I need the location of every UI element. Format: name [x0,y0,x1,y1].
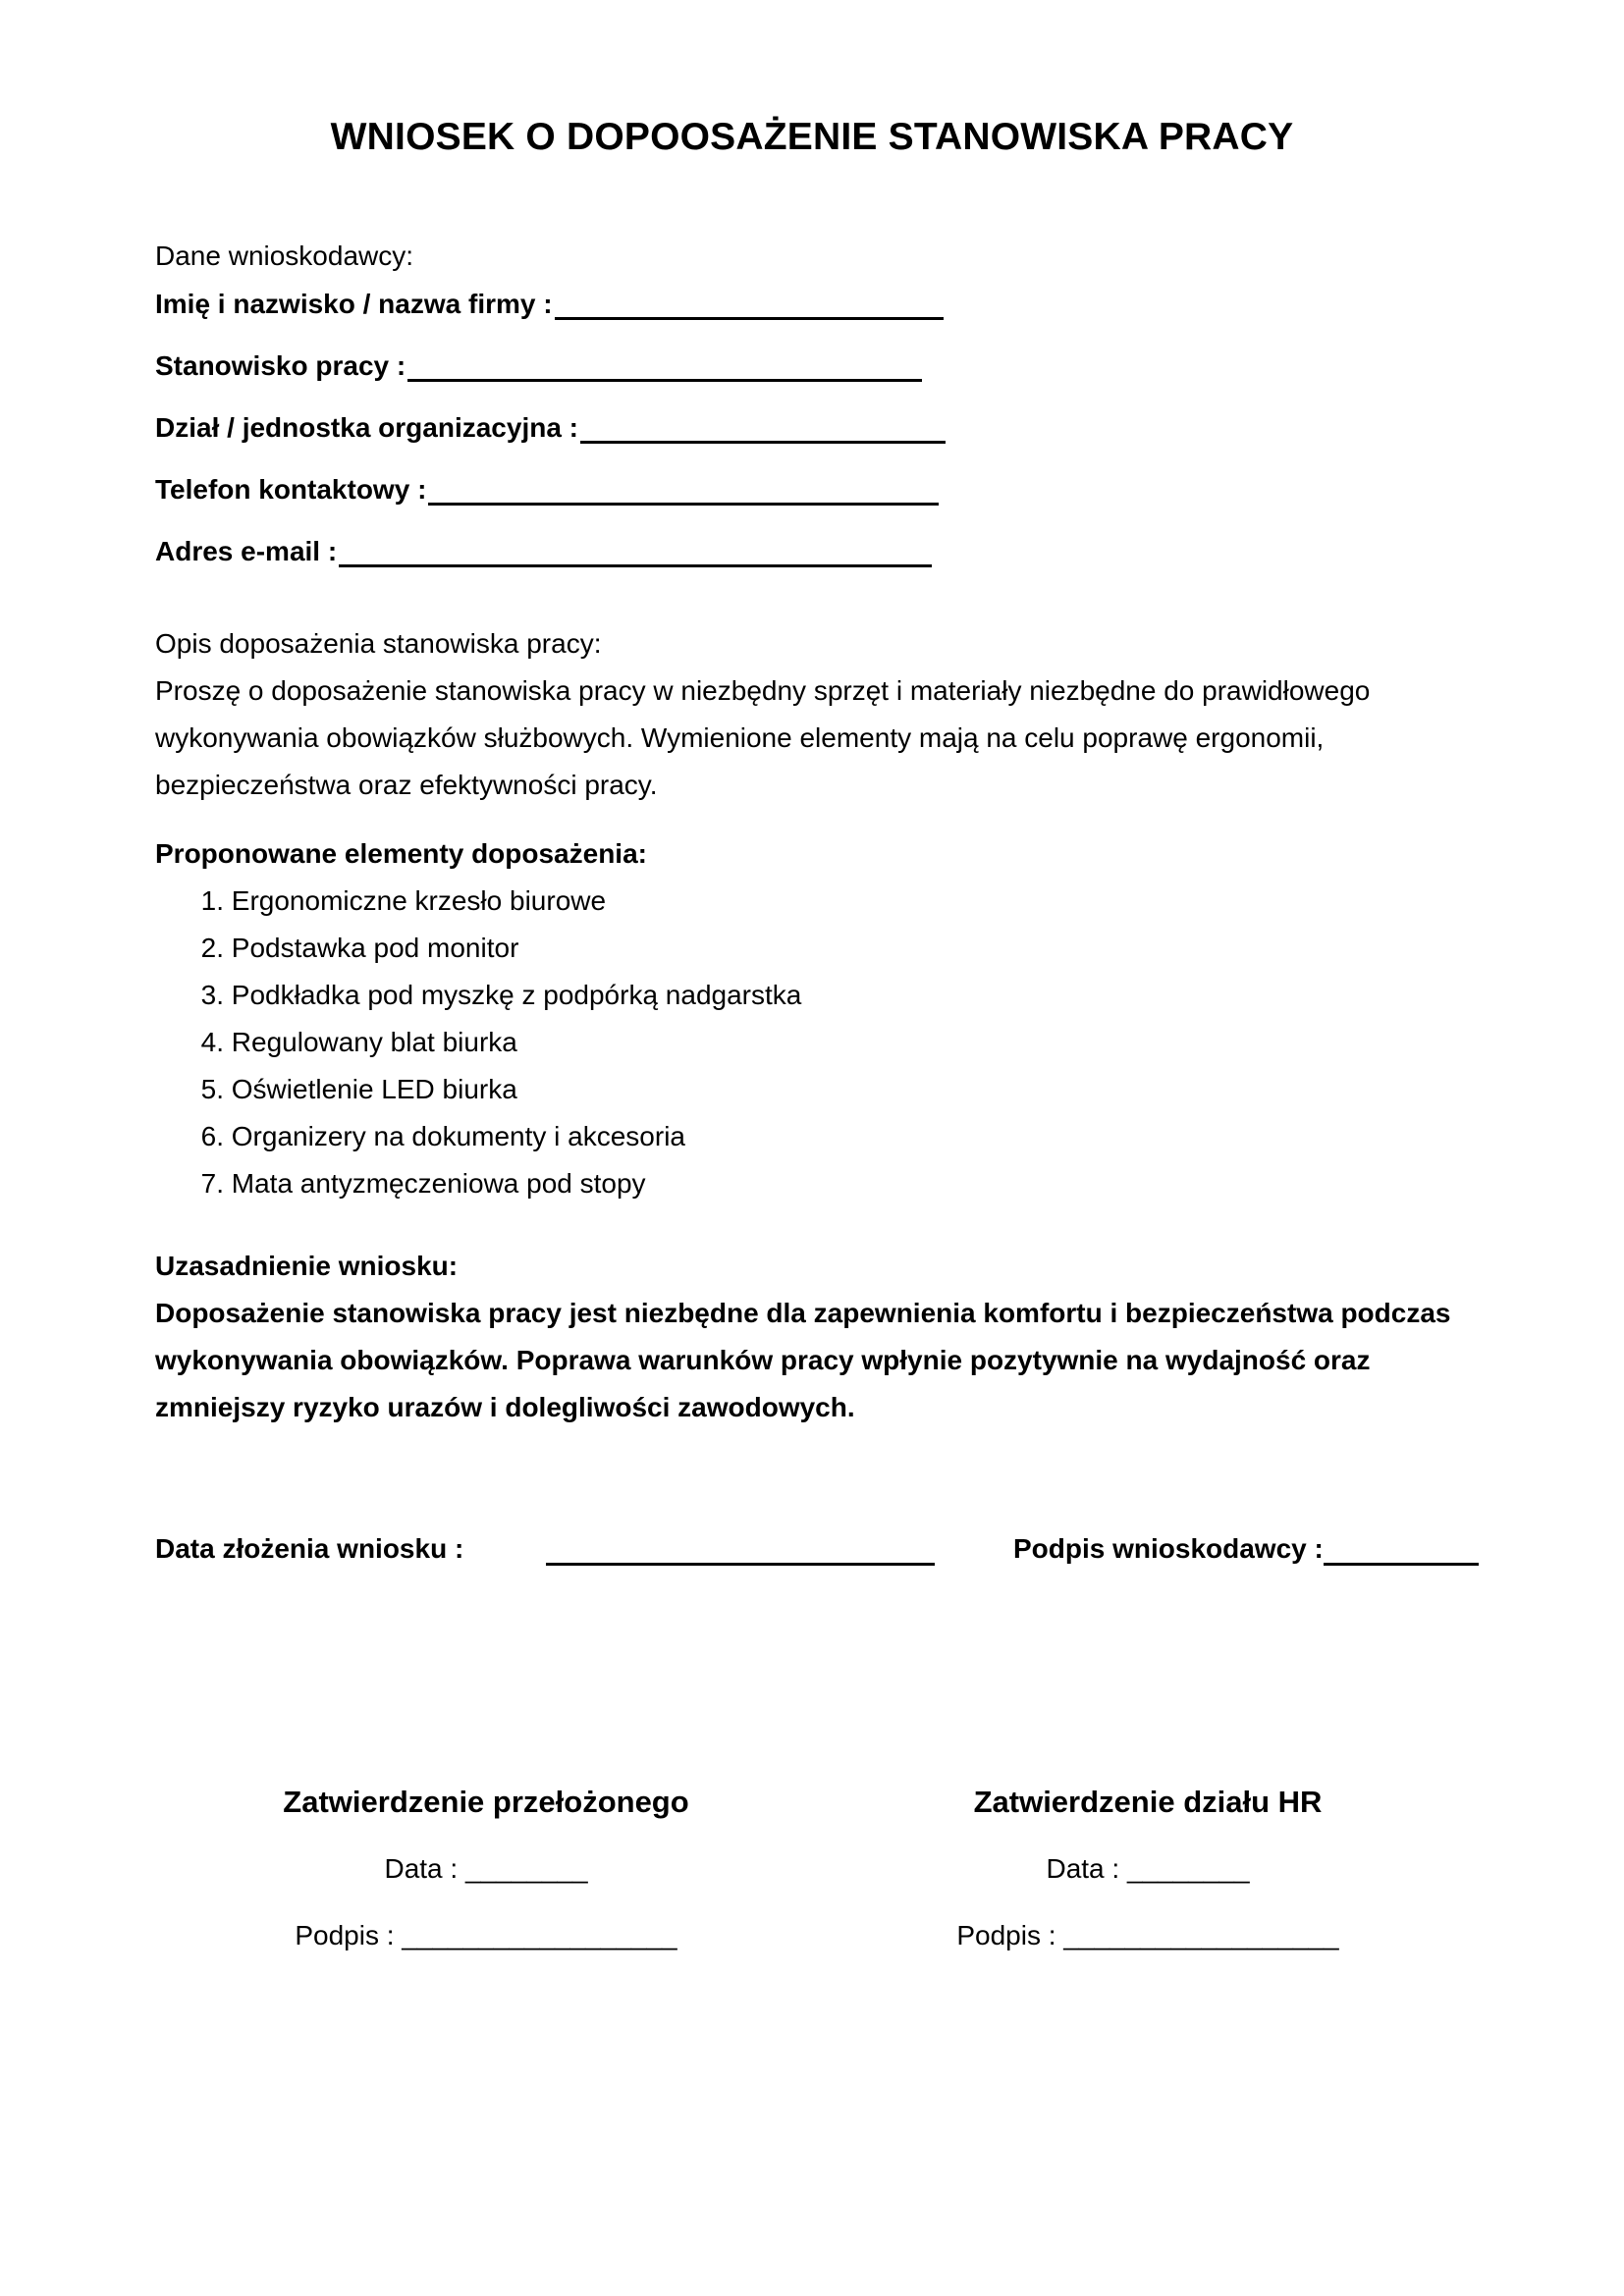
field-label: Telefon kontaktowy : [155,474,427,505]
description-heading: Opis doposażenia stanowiska pracy: [155,628,602,659]
list-item: 2. Podstawka pod monitor [200,933,519,963]
items-heading: Proponowane elementy doposażenia: [155,838,647,869]
approval-hr [873,1779,1423,1959]
document-title: WNIOSEK O DOPOOSAŻENIE STANOWISKA PRACY [330,116,1294,158]
description-section [155,620,1490,809]
email-input-line[interactable] [339,531,932,567]
field-department [155,404,946,444]
field-label: Imię i nazwisko / nazwa firmy : [155,289,553,319]
approval-signature[interactable]: Podpis : __________________ [295,1920,677,1950]
list-item: 6. Organizery na dokumenty i akcesoria [200,1121,685,1151]
submission-date-line[interactable] [546,1563,935,1566]
list-item: 3. Podkładka pod myszkę z podpórką nadgarstka [200,980,802,1010]
justification-line: Doposażenie stanowiska pracy jest niezbędne dla zapewnienia komfortu i bezpieczeństwa podczas [155,1298,1451,1328]
phone-input-line[interactable] [428,469,939,506]
field-label: Adres e-mail : [155,536,338,566]
justification-line: wykonywania obowiązków. Poprawa warunków pracy wpłynie pozytywnie na wydajność oraz [155,1345,1371,1375]
list-item: 5. Oświetlenie LED biurka [200,1074,517,1104]
list-item: 1. Ergonomiczne krzesło biurowe [200,885,607,916]
submission-date-label: Data złożenia wniosku : [155,1533,464,1564]
description-line: wykonywania obowiązków służbowych. Wymienione elementy mają na celu poprawę ergonomii, [155,722,1325,753]
approval-date[interactable]: Data : ________ [1046,1853,1250,1884]
name-company-input-line[interactable] [555,284,944,320]
field-email [155,528,932,567]
applicant-signature-label: Podpis wnioskodawcy : [1013,1533,1324,1564]
items-list [155,878,801,1207]
department-input-line[interactable] [580,407,946,444]
field-position [155,343,922,382]
position-input-line[interactable] [407,346,922,382]
applicant-heading: Dane wnioskodawcy: [155,240,414,271]
justification-line: zmniejszy ryzyko urazów i dolegliwości zawodowych. [155,1392,855,1422]
approval-signature[interactable]: Podpis : __________________ [956,1920,1339,1950]
list-item: 7. Mata antyzmęczeniowa pod stopy [200,1168,646,1199]
description-line: bezpieczeństwa oraz efektywności pracy. [155,770,658,800]
list-item: 4. Regulowany blat biurka [200,1027,517,1057]
field-label: Dział / jednostka organizacyjna : [155,412,579,443]
field-name-company [155,281,944,320]
approval-supervisor [211,1779,761,1959]
field-phone [155,466,939,506]
applicant-signature-line[interactable] [1324,1563,1479,1566]
field-label: Stanowisko pracy : [155,350,406,381]
justification-heading: Uzasadnienie wniosku: [155,1251,459,1281]
approval-heading: Zatwierdzenie przełożonego [283,1785,689,1819]
approval-date[interactable]: Data : ________ [384,1853,588,1884]
approval-heading: Zatwierdzenie działu HR [973,1785,1323,1819]
justification-section [155,1243,1490,1431]
description-line: Proszę o doposażenie stanowiska pracy w niezbędny sprzęt i materiały niezbędne do prawidłowego [155,675,1371,706]
